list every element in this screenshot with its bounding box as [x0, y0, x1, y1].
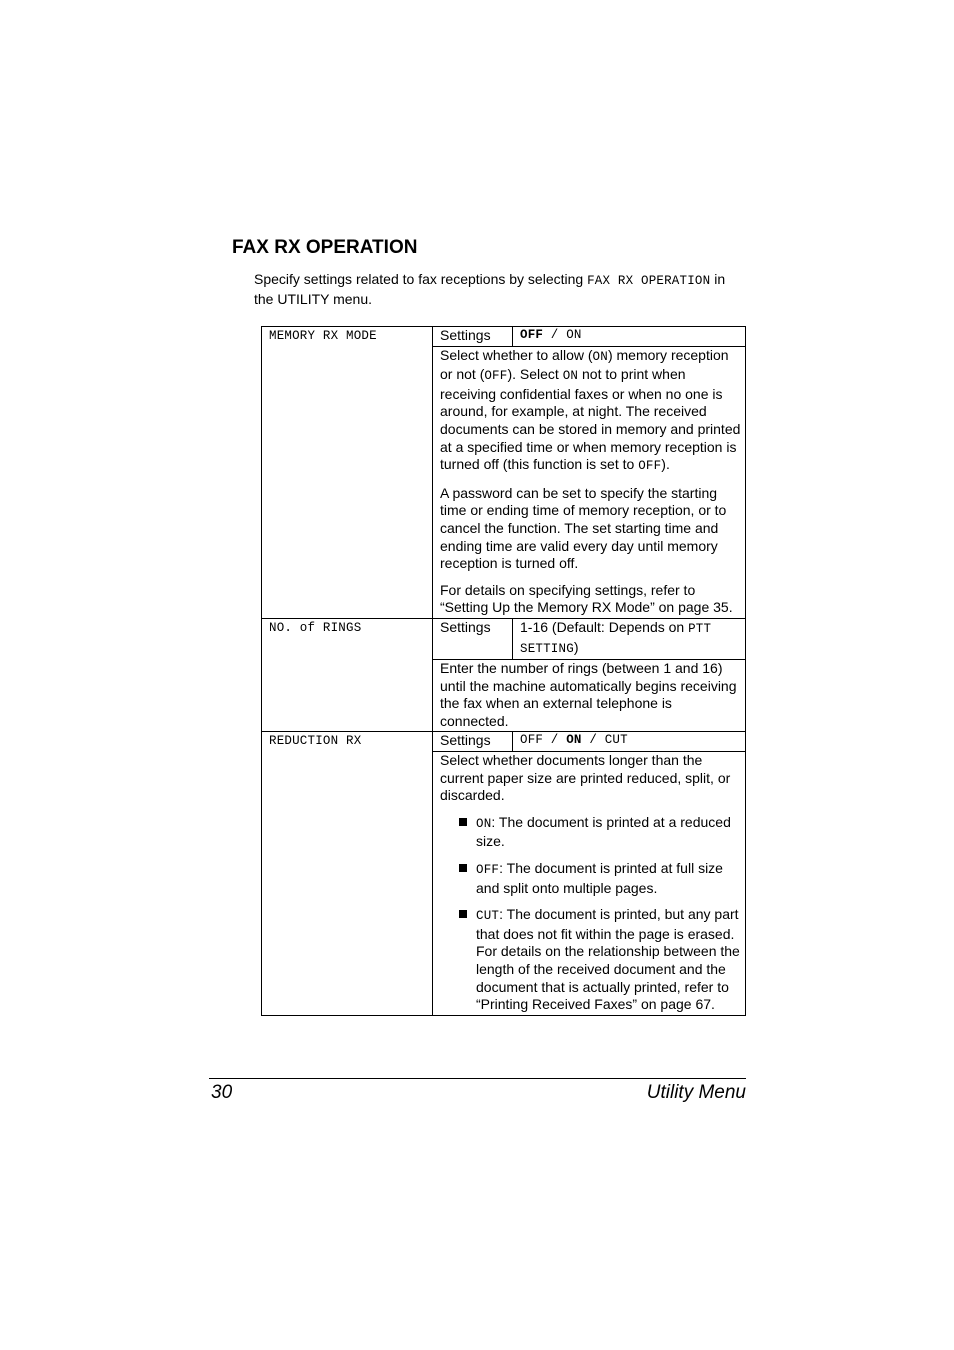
code-segment: OFF	[484, 369, 508, 384]
text-segment: ) memory reception or not (	[440, 346, 729, 383]
setting-description-no-of-rings	[433, 660, 746, 732]
code-segment: OFF	[476, 863, 500, 878]
code-segment: ON	[562, 369, 579, 384]
list-item	[456, 860, 741, 897]
text-segment: ). Select	[507, 366, 563, 383]
section-heading: FAX RX OPERATION	[232, 237, 418, 258]
value-on-default: ON	[566, 733, 582, 748]
settings-label: Settings	[433, 732, 513, 752]
text-segment: : The document is printed at a reduced size.	[476, 813, 731, 850]
bullet-square-icon	[459, 818, 467, 826]
settings-table	[261, 326, 746, 1016]
value-off: OFF	[520, 733, 544, 748]
page-number: 30	[211, 1082, 233, 1103]
intro-text-before: Specify settings related to fax receptions by selecting	[254, 271, 588, 287]
value-on: ON	[566, 328, 582, 342]
description-paragraph: Select whether documents longer than the current paper size are printed reduced, split, or discarded.	[440, 752, 731, 804]
option-list	[440, 814, 741, 1014]
setting-values-no-of-rings	[513, 618, 746, 659]
setting-values-memory-rx-mode	[513, 327, 746, 347]
value-off-default: OFF	[520, 328, 544, 342]
settings-label: Settings	[433, 618, 513, 659]
setting-values-reduction-rx	[513, 732, 746, 752]
text-segment: )	[573, 638, 579, 655]
text-segment: : The document is printed at full size and split onto multiple pages.	[476, 860, 723, 896]
setting-name-memory-rx-mode: MEMORY RX MODE	[262, 327, 433, 619]
setting-description-reduction-rx	[433, 752, 746, 1016]
bullet-square-icon	[459, 864, 467, 872]
value-cut: CUT	[604, 733, 628, 748]
intro-menu-code: FAX RX OPERATION	[587, 274, 711, 288]
description-paragraph: Enter the number of rings (between 1 and 16) until the machine automatically begins receiving the fax when an external telephone is connected.	[440, 660, 737, 729]
value-separator: /	[543, 733, 567, 748]
text-segment: : The document is printed, but any part that does not fit within the page is erased. For details on the relationship between the length of the received document and the document that is actually printed, refer to “Printing Received Faxes” on page 67.	[476, 906, 740, 1013]
list-item	[456, 814, 741, 851]
text-segment: 1-16 (Default: Depends on	[520, 618, 689, 635]
table-row-reduction-rx	[262, 732, 746, 752]
code-segment: OFF	[638, 459, 662, 474]
text-segment: Select whether to allow (	[440, 346, 593, 363]
code-segment: ON	[476, 816, 492, 831]
code-segment: ON	[592, 349, 608, 364]
description-paragraph: A password can be set to specify the starting time or ending time of memory reception, or to cancel the function. The set starting time and ending time are valid every day until memory reception is turned off.	[440, 484, 727, 572]
list-item	[456, 906, 741, 1014]
table-row-no-of-rings	[262, 618, 746, 659]
setting-name-no-of-rings: NO. of RINGS	[262, 618, 433, 732]
code-segment: PTT SETTING	[520, 621, 712, 656]
bullet-square-icon	[459, 910, 467, 918]
table-row-memory-rx-mode	[262, 327, 746, 347]
value-separator: /	[581, 733, 605, 748]
description-paragraph: For details on specifying settings, refer to “Setting Up the Memory RX Mode” on page 35.	[440, 581, 733, 616]
code-segment: CUT	[476, 909, 500, 924]
footer-divider	[209, 1078, 746, 1079]
intro-paragraph	[254, 270, 748, 308]
setting-name-reduction-rx: REDUCTION RX	[262, 732, 433, 1015]
value-separator: /	[543, 328, 567, 342]
footer-section-title: Utility Menu	[646, 1082, 746, 1103]
setting-description-memory-rx-mode	[433, 346, 746, 618]
text-segment: not to print when receiving confidential faxes or when no one is around, for example, at night. The received documents can be stored in memory and printed at a specified time or when memory reception is turned off (this function is set to	[440, 366, 741, 473]
text-segment: ).	[661, 456, 670, 473]
intro-text-after: in the UTILITY menu.	[254, 271, 726, 307]
settings-label: Settings	[433, 327, 513, 347]
description-paragraph	[440, 347, 741, 476]
